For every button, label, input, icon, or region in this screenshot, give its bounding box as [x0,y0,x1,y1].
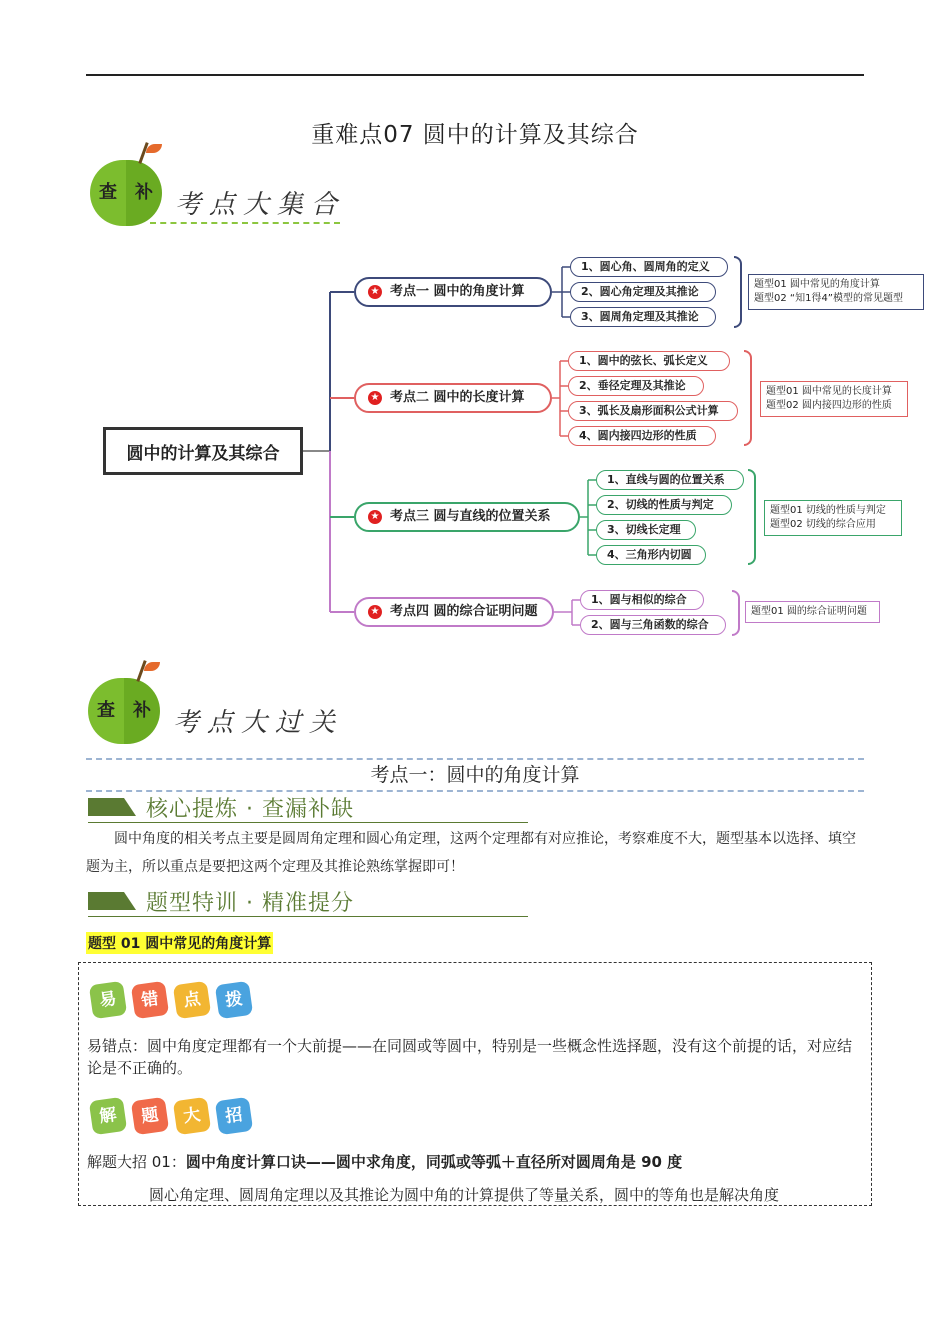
banner-review [88,658,348,748]
sub-item: 1、圆心角、圆周角的定义 [570,257,728,277]
sub-item: 4、三角形内切圆 [596,545,706,565]
train-heading: 题型特训 · 精准提分 [88,886,538,918]
tips-box [78,962,872,1206]
core-heading: 核心提炼 · 查漏补缺 [88,792,538,824]
trick-text: 圆心角定理、圆周角定理以及其推论为圆中角的计算提供了等量关系，圆中的等角也是解决角度 [149,1186,780,1204]
core-paragraph: 圆中角度的相关考点主要是圆周角定理和圆心角定理，这两个定理都有对应推论，考察难度不大，题型基本以选择、填空题为主，所以重点是要把这两个定理及其推论熟练掌握即可！ [86,831,856,875]
mindmap-root: 圆中的计算及其综合 [103,427,303,475]
star-icon: ★ [368,285,382,299]
trick-title: 解题大招 01：圆中角度计算口诀——圆中求角度，同弧或等弧＋直径所对圆周角是 90 度 [87,1153,683,1171]
type-box-3: 题型01 切线的性质与判定 题型02 切线的综合应用 [764,500,902,536]
type-box-1: 题型01 圆中常见的角度计算 题型02 “知1得4”模型的常见题型 [748,274,924,310]
type-box-4: 题型01 圆的综合证明问题 [745,601,880,623]
section-title: 考点一：圆中的角度计算 [86,758,864,792]
apple-icon: 查 补 [88,678,160,744]
sub-item: 3、圆周角定理及其推论 [570,307,716,327]
sub-item: 1、直线与圆的位置关系 [596,470,744,490]
sub-item: 3、弧长及扇形面积公式计算 [568,401,738,421]
sub-item: 1、圆与相似的综合 [580,590,704,610]
branch-2: ★ 考点二 圆中的长度计算 [354,383,552,413]
type-box-2: 题型01 圆中常见的长度计算 题型02 圆内接四边形的性质 [760,381,908,417]
sub-item: 4、圆内接四边形的性质 [568,426,716,446]
trick-tags: 解 题 大 招 [91,1099,251,1133]
banner-title: 考点大集合 [175,190,346,220]
star-icon: ★ [368,391,382,405]
sub-item: 2、切线的性质与判定 [596,495,732,515]
sub-item: 2、圆心角定理及其推论 [570,282,716,302]
sub-item: 3、切线长定理 [596,520,696,540]
mindmap-connectors [0,0,950,660]
sub-item: 2、垂径定理及其推论 [568,376,704,396]
banner-title: 考点大过关 [173,708,344,738]
branch-3: ★ 考点三 圆与直线的位置关系 [354,502,580,532]
branch-4: ★ 考点四 圆的综合证明问题 [354,597,554,627]
error-tags: 易 错 点 拨 [91,983,251,1017]
error-text: 易错点：圆中角度定理都有一个大前提——在同圆或等圆中，特别是一些概念性选择题，没有这个前提的话，对应结论是不正确的。 [87,1037,853,1077]
type-title: 题型 01 圆中常见的角度计算 [86,932,273,954]
sub-item: 2、圆与三角函数的综合 [580,615,726,635]
star-icon: ★ [368,510,382,524]
sub-item: 1、圆中的弦长、弧长定义 [568,351,730,371]
branch-1: ★ 考点一 圆中的角度计算 [354,277,552,307]
apple-icon: 查 补 [90,160,162,226]
star-icon: ★ [368,605,382,619]
document-title: 重难点07 圆中的计算及其综合 [311,122,639,148]
